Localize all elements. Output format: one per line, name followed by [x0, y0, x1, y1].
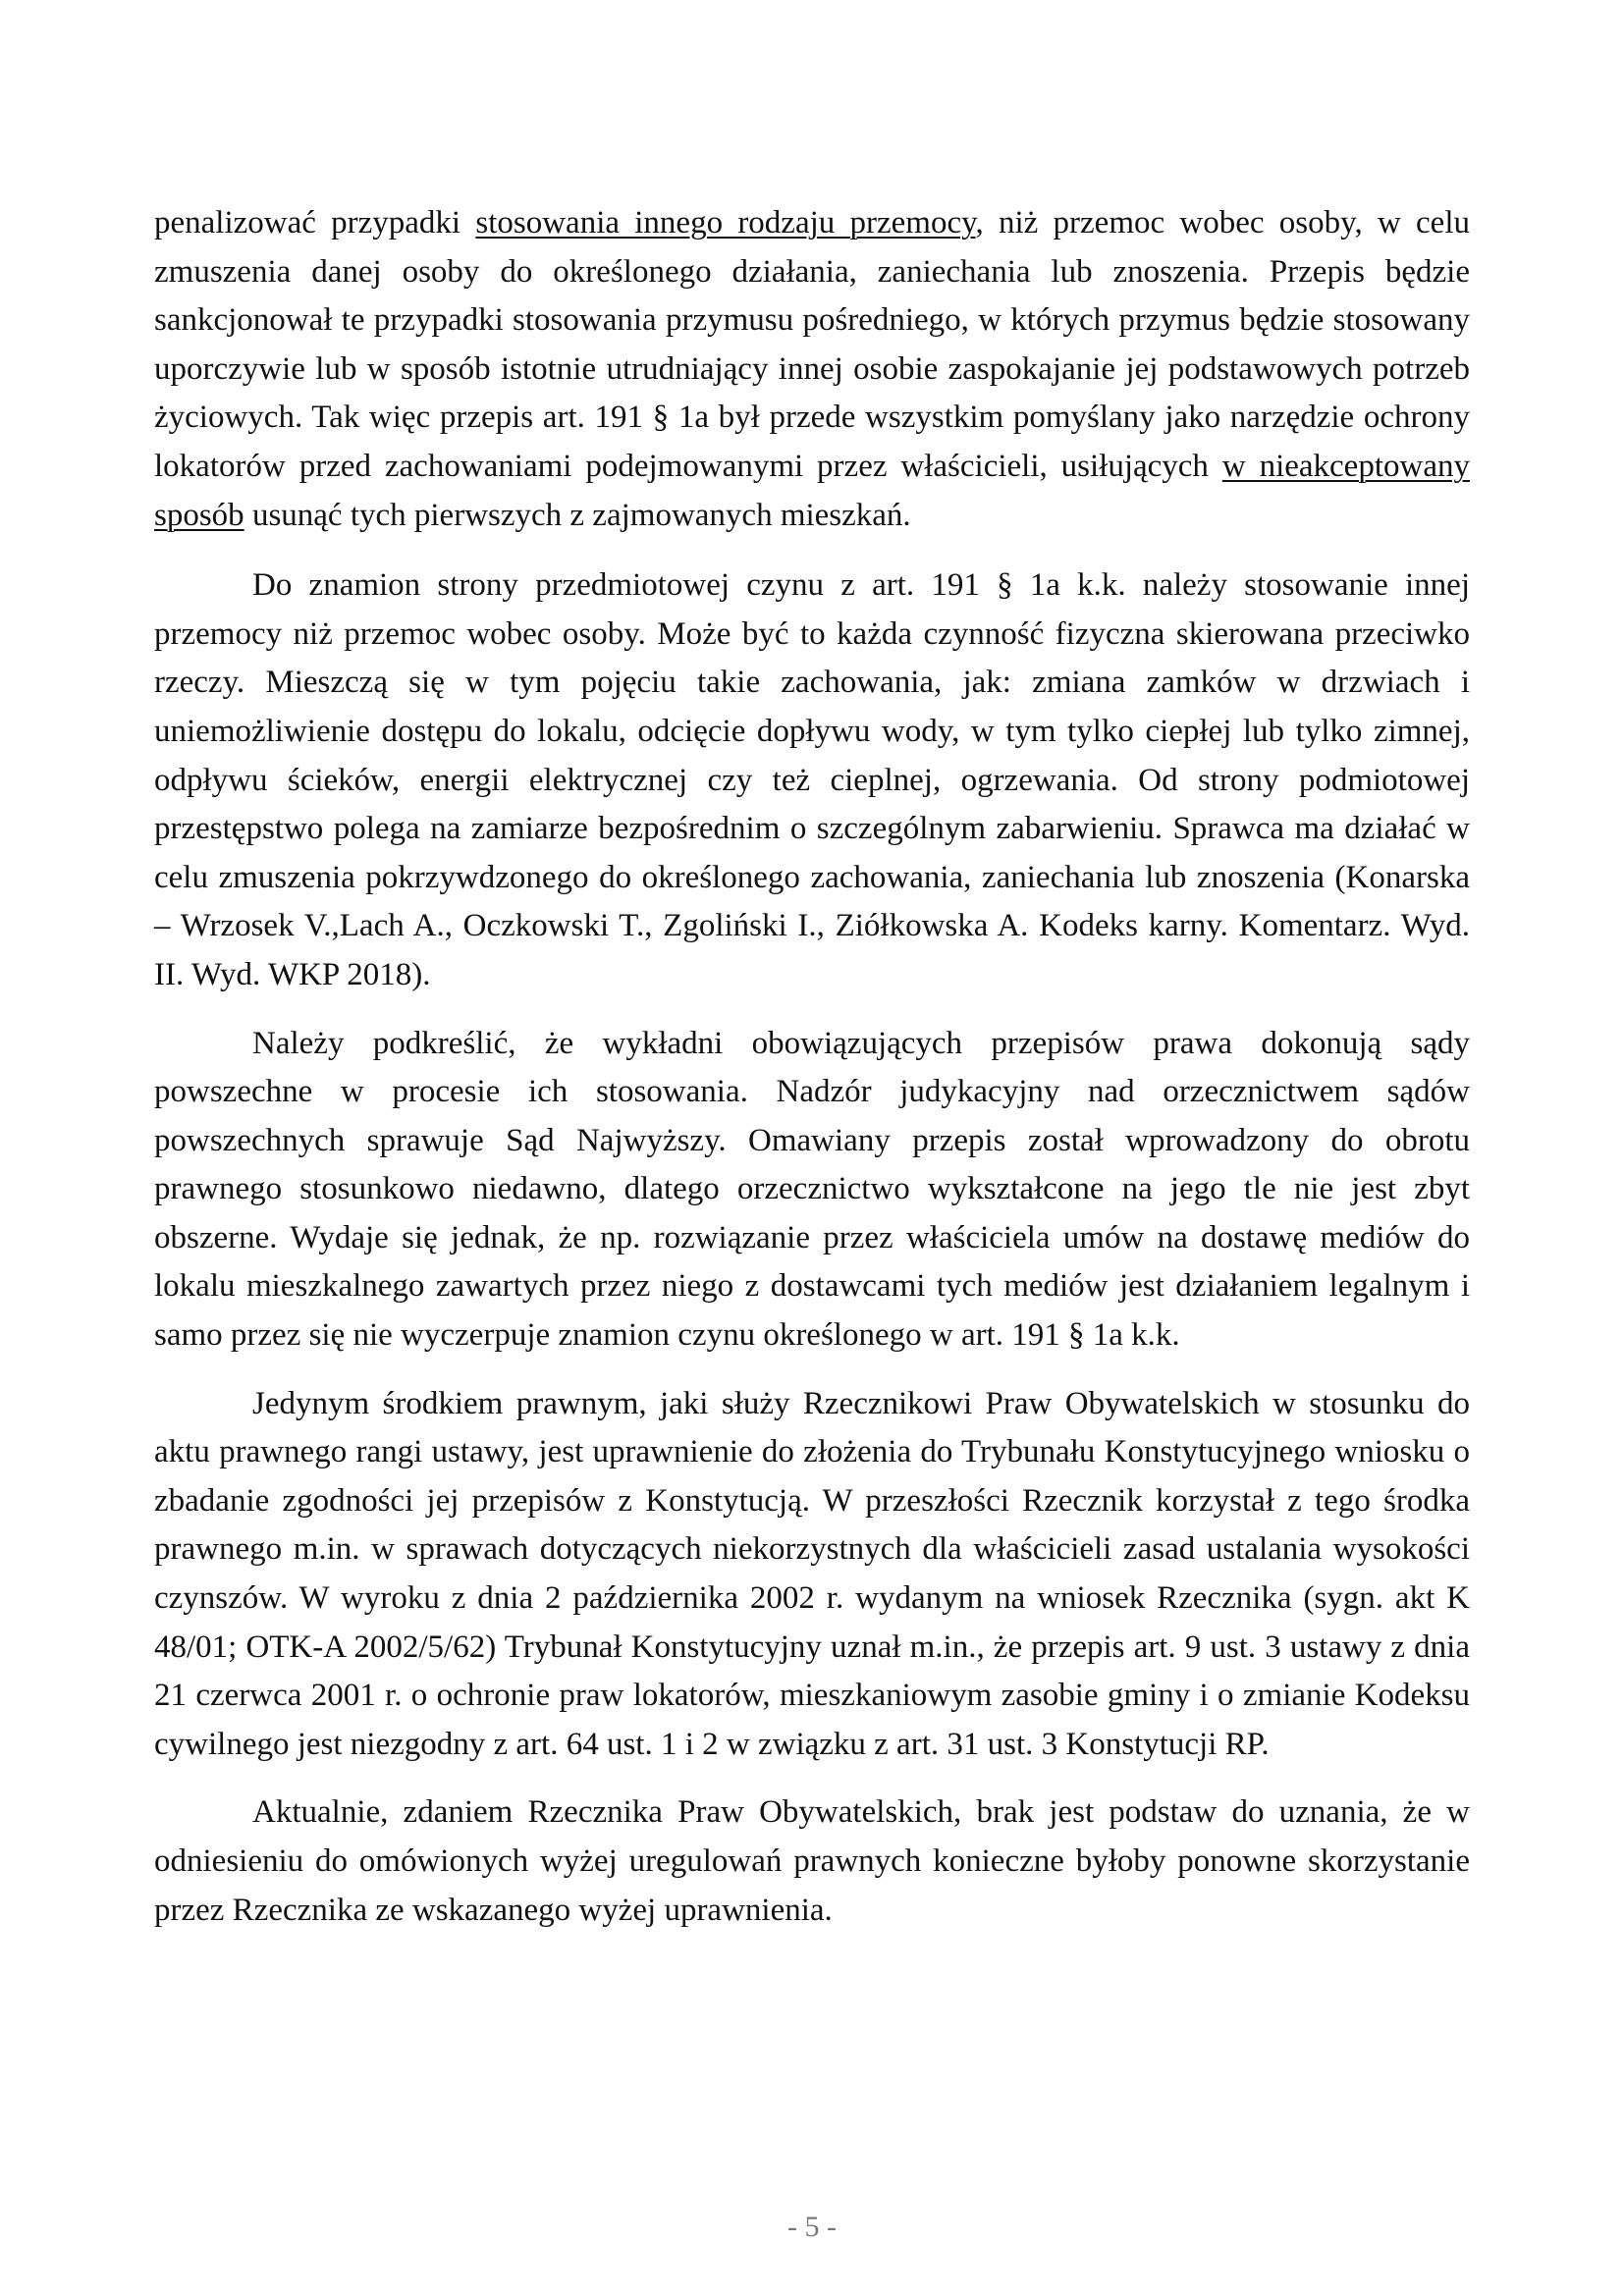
paragraph-1-text: , niż przemoc wobec osoby, w celu zmuszenia danej osoby do określonego działania, zaniechania lub znoszenia. Przepis będzie sankcjonował te przypadki stosowania przymusu pośredniego, w których przymus będzie stosowany uporczywie lub w sposób istotnie utrudniający innej osobie zaspokajanie jej podstawowych potrzeb życiowych. Tak więc przepis art. 191 § 1a był przede wszystkim pomyślany jako narzędzie ochrony lokatorów przed zachowaniami podejmowanymi przez właścicieli, usiłujących [154, 205, 1471, 484]
paragraph-1-text: usunąć tych pierwszych z zajmowanych mieszkań. [244, 497, 911, 533]
underlined-phrase: stosowania innego rodzaju przemocy [475, 205, 976, 240]
paragraph-5 [154, 1789, 1470, 1935]
paragraph-4-text: Jedynym środkiem prawnym, jaki służy Rzecznikowi Praw Obywatelskich w stosunku do aktu prawnego rangi ustawy, jest uprawnienie do złożenia do Trybunału Konstytucyjnego wniosku o zbadanie zgodności jej przepisów z Konstytucją. W przeszłości Rzecznik korzystał z tego środka prawnego m.in. w sprawach dotyczących niekorzystnych dla właścicieli zasad ustalania wysokości czynszów. W wyroku z dnia 2 października 2002 r. wydanym na wniosek Rzecznika (sygn. akt K 48/01; OTK-A 2002/5/62) Trybunał Konstytucyjny uznał m.in., że przepis art. 9 ust. 3 ustawy z dnia 21 czerwca 2001 r. o ochronie praw lokatorów, mieszkaniowym zasobie gminy i o zmianie Kodeksu cywilnego jest niezgodny z art. 64 ust. 1 i 2 w związku z art. 31 ust. 3 Konstytucji RP. [154, 1385, 1470, 1762]
underlined-phrase: w nieakceptowany sposób [154, 448, 1470, 533]
document-body [154, 199, 1470, 1954]
paragraph-2 [154, 561, 1470, 999]
paragraph-3 [154, 1020, 1470, 1361]
paragraph-3-text: Należy podkreślić, że wykładni obowiązujących przepisów prawa dokonują sądy powszechne w procesie ich stosowania. Nadzór judykacyjny nad orzecznictwem sądów powszechnych sprawuje Sąd Najwyższy. Omawiany przepis został wprowadzony do obrotu prawnego stosunkowo niedawno, dlatego orzecznictwo wykształcone na jego tle nie jest zbyt obszerne. Wydaje się jednak, że np. rozwiązanie przez właściciela umów na dostawę mediów do lokalu mieszkalnego zawartych przez niego z dostawcami tych mediów jest działaniem legalnym i samo przez się nie wyczerpuje znamion czynu określonego w art. 191 § 1a k.k. [154, 1025, 1470, 1354]
page-number: - 5 - [787, 2211, 837, 2243]
paragraph-4 [154, 1380, 1470, 1770]
paragraph-5-text: Aktualnie, zdaniem Rzecznika Praw Obywatelskich, brak jest podstaw do uznania, że w odniesieniu do omówionych wyżej uregulowań prawnych konieczne byłoby ponowne skorzystanie przez Rzecznika ze wskazanego wyżej uprawnienia. [154, 1794, 1470, 1928]
paragraph-1-text: penalizować przypadki [154, 205, 476, 240]
paragraph-1 [154, 199, 1470, 540]
paragraph-2-text: Do znamion strony przedmiotowej czynu z art. 191 § 1a k.k. należy stosowanie innej przemocy niż przemoc wobec osoby. Może być to każda czynność fizyczna skierowana przeciwko rzeczy. Mieszczą się w tym pojęciu takie zachowania, jak: zmiana zamków w drzwiach i uniemożliwienie dostępu do lokalu, odcięcie dopływu wody, w tym tylko ciepłej lub tylko zimnej, odpływu ścieków, energii elektrycznej czy też cieplnej, ogrzewania. Od strony podmiotowej przestępstwo polega na zamiarze bezpośrednim o szczególnym zabarwieniu. Sprawca ma działać w celu zmuszenia pokrzywdzonego do określonego zachowania, zaniechania lub znoszenia (Konarska – Wrzosek V.,Lach A., Oczkowski T., Zgoliński I., Ziółkowska A. Kodeks karny. Komentarz. Wyd. II. Wyd. WKP 2018). [154, 567, 1470, 992]
